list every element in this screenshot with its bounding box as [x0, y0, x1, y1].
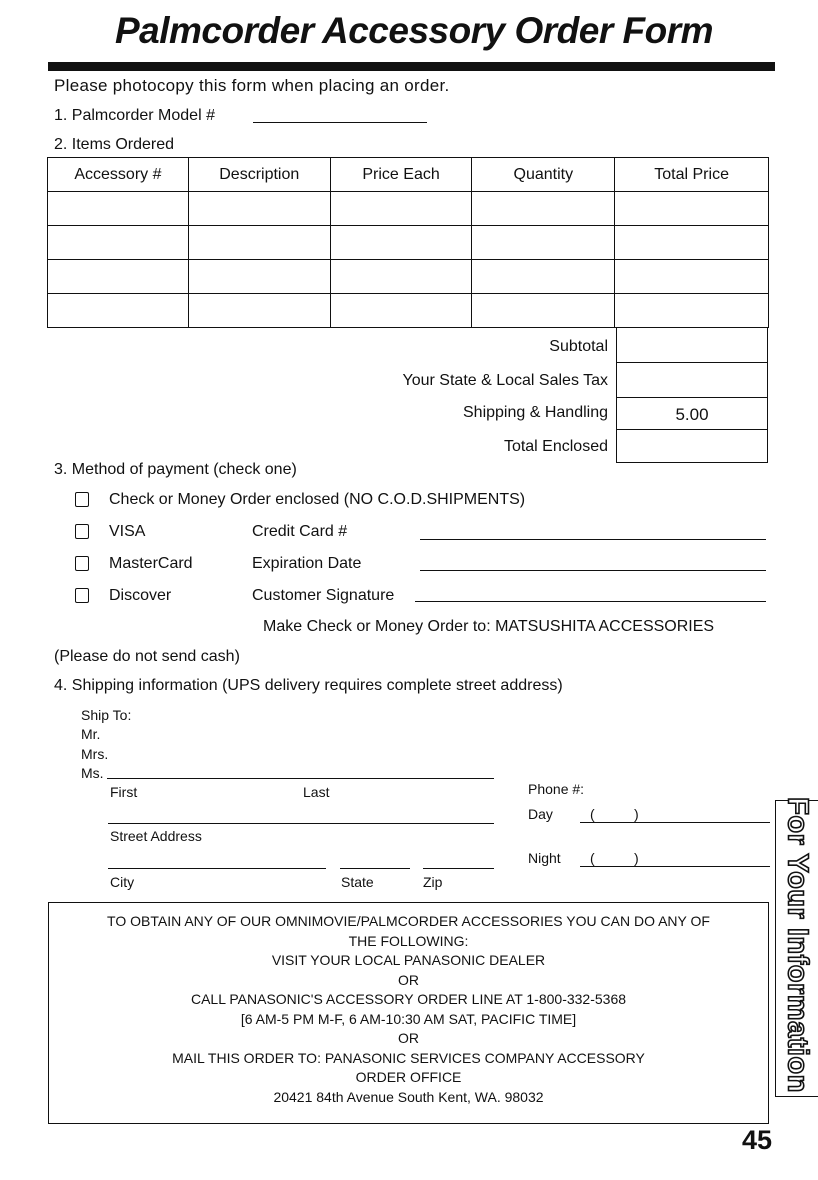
side-tab-label: For Your Information: [781, 797, 814, 1093]
shipping-info-label: 4. Shipping information (UPS delivery requires complete street address): [54, 677, 563, 694]
info-line: OR: [398, 971, 419, 988]
table-cell[interactable]: [330, 226, 472, 260]
items-table: [47, 157, 769, 328]
page-number: 45: [742, 1125, 773, 1155]
last-name-label: Last: [303, 784, 330, 800]
info-line: TO OBTAIN ANY OF OUR OMNIMOVIE/PALMCORDER ACCESSORIES YOU CAN DO ANY OF: [107, 913, 710, 929]
subtotal-label: Subtotal: [549, 338, 608, 355]
table-cell[interactable]: [188, 192, 330, 226]
zip-label: Zip: [423, 874, 443, 890]
table-cell[interactable]: [330, 192, 472, 226]
day-phone-field[interactable]: [580, 822, 770, 823]
table-header-row: [48, 158, 769, 192]
check-option-label: Check or Money Order enclosed (NO C.O.D.SHIPMENTS): [109, 491, 526, 508]
items-label: 2. Items Ordered: [54, 136, 175, 153]
zip-field[interactable]: [423, 868, 494, 869]
day-label: Day: [528, 806, 553, 822]
info-line: MAIL THIS ORDER TO: PANASONIC SERVICES COMPANY ACCESSORY: [172, 1049, 645, 1066]
payable-to-text: Make Check or Money Order to: MATSUSHITA ACCESSORIES: [263, 618, 715, 635]
ship-to-label: Ship To:: [81, 707, 132, 723]
table-cell[interactable]: [615, 260, 769, 294]
city-label: City: [110, 874, 135, 890]
expiration-field[interactable]: [420, 570, 766, 571]
table-row: [48, 226, 769, 260]
table-cell[interactable]: [330, 260, 472, 294]
info-line: THE FOLLOWING:: [348, 932, 469, 949]
page-title: Palmcorder Accessory Order Form: [115, 10, 713, 51]
name-field[interactable]: [107, 778, 494, 779]
table-cell[interactable]: [615, 226, 769, 260]
title-rule: [48, 62, 775, 71]
city-field[interactable]: [108, 868, 326, 869]
table-cell[interactable]: [48, 260, 189, 294]
table-row: [48, 260, 769, 294]
subtotal-field[interactable]: [616, 327, 768, 363]
info-line: OR: [398, 1030, 419, 1046]
tax-field[interactable]: [616, 362, 768, 398]
day-paren-close: ): [634, 806, 639, 822]
info-line: 20421 84th Avenue South Kent, WA. 98032: [273, 1088, 544, 1105]
header-quantity: Quantity: [472, 158, 615, 192]
table-cell[interactable]: [188, 260, 330, 294]
check-checkbox[interactable]: [75, 492, 89, 507]
signature-field[interactable]: [415, 601, 766, 602]
table-cell[interactable]: [615, 192, 769, 226]
tax-label: Your State & Local Sales Tax: [402, 372, 608, 389]
first-name-label: First: [110, 784, 138, 800]
mrs-label: Mrs.: [81, 746, 109, 762]
header-accessory: Accessory #: [48, 158, 189, 192]
phone-label: Phone #:: [528, 781, 585, 797]
total-label: Total Enclosed: [503, 438, 608, 455]
credit-card-label: Credit Card #: [252, 523, 348, 540]
header-total-price: Total Price: [615, 158, 769, 192]
table-cell[interactable]: [48, 192, 189, 226]
shipping-label: Shipping & Handling: [463, 404, 608, 421]
discover-label: Discover: [109, 587, 172, 604]
day-paren-open: (: [590, 806, 595, 822]
table-cell[interactable]: [472, 226, 615, 260]
night-phone-field[interactable]: [580, 866, 770, 867]
night-paren-close: ): [634, 850, 639, 866]
state-field[interactable]: [340, 868, 410, 869]
table-cell[interactable]: [615, 294, 769, 328]
table-cell[interactable]: [188, 226, 330, 260]
signature-label: Customer Signature: [252, 587, 395, 604]
payment-label: 3. Method of payment (check one): [54, 461, 297, 478]
table-cell[interactable]: [188, 294, 330, 328]
model-label: 1. Palmcorder Model #: [54, 107, 215, 124]
mr-label: Mr.: [81, 726, 101, 742]
table-cell[interactable]: [472, 260, 615, 294]
table-cell[interactable]: [330, 294, 472, 328]
discover-checkbox[interactable]: [75, 588, 89, 603]
ordering-info-box: [48, 902, 769, 1124]
expiration-label: Expiration Date: [252, 555, 362, 572]
info-line: CALL PANASONIC'S ACCESSORY ORDER LINE AT 1-800-332-5368: [190, 991, 627, 1007]
mastercard-checkbox[interactable]: [75, 556, 89, 571]
no-cash-text: (Please do not send cash): [54, 648, 240, 665]
street-field[interactable]: [108, 823, 494, 824]
mastercard-label: MasterCard: [109, 555, 193, 572]
total-field[interactable]: [616, 429, 768, 463]
shipping-value: 5.00: [616, 397, 768, 430]
table-row: [48, 192, 769, 226]
night-paren-open: (: [590, 850, 595, 866]
info-line: ORDER OFFICE: [355, 1069, 462, 1085]
table-cell[interactable]: [472, 294, 615, 328]
table-cell[interactable]: [48, 226, 189, 260]
intro-text: Please photocopy this form when placing an order.: [54, 76, 450, 95]
table-row: [48, 294, 769, 328]
ms-label: Ms.: [81, 765, 104, 781]
credit-card-field[interactable]: [420, 539, 766, 540]
table-cell[interactable]: [472, 192, 615, 226]
header-description: Description: [188, 158, 330, 192]
info-line: [6 AM-5 PM M-F, 6 AM-10:30 AM SAT, PACIFIC TIME]: [240, 1010, 577, 1027]
visa-checkbox[interactable]: [75, 524, 89, 539]
state-label: State: [341, 874, 374, 890]
header-price-each: Price Each: [330, 158, 472, 192]
night-label: Night: [528, 850, 561, 866]
street-label: Street Address: [110, 828, 202, 844]
model-field[interactable]: [253, 122, 427, 123]
info-line: VISIT YOUR LOCAL PANASONIC DEALER: [271, 952, 546, 968]
table-cell[interactable]: [48, 294, 189, 328]
visa-label: VISA: [109, 523, 146, 540]
